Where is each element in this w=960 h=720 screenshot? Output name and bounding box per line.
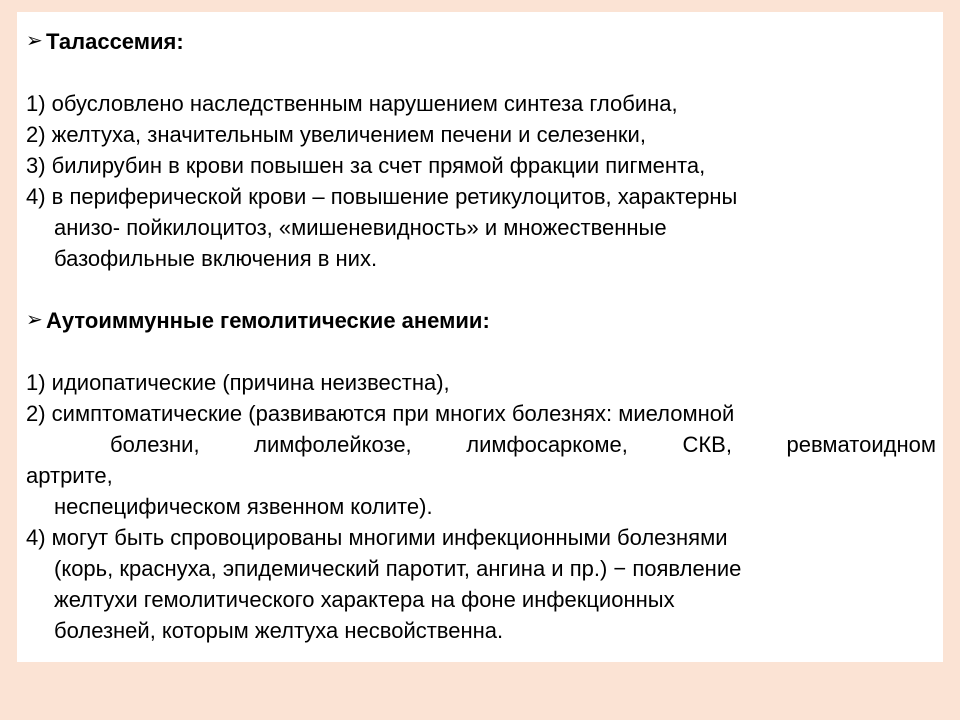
list-item: 1) обусловлено наследственным нарушением синтеза глобина, (26, 91, 678, 116)
slide-content (26, 26, 936, 646)
list-item-continuation: базофильные включения в них. (54, 246, 378, 271)
list-item: 3) билирубин в крови повышен за счет прямой фракции пигмента, (26, 153, 706, 178)
arrow-bullet-icon: ➢ (26, 30, 43, 52)
list-item: 2) желтуха, значительным увеличением печени и селезенки, (26, 122, 646, 147)
section-heading-thalassemia (26, 26, 936, 57)
list-item-continuation: анизо- пойкилоцитоз, «мишеневидность» и множественные (54, 215, 667, 240)
spacer (26, 336, 936, 367)
list-item-continuation: болезней, которым желтуха несвойственна. (54, 618, 504, 643)
list-item: 4) могут быть спровоцированы многими инфекционными болезнями (26, 525, 728, 550)
spacer (26, 57, 936, 88)
list-item-continuation-justified (26, 429, 936, 460)
word: лимфосаркоме, (466, 432, 628, 457)
word: лимфолейкозе, (254, 432, 412, 457)
spacer (26, 274, 936, 305)
list-item-continuation: неспецифическом язвенном колите). (54, 494, 433, 519)
word: СКВ, (682, 432, 732, 457)
section-heading-autoimmune (26, 305, 936, 336)
section-heading-text: Талассемия: (46, 29, 184, 54)
list-item-continuation: артрите, (26, 463, 113, 488)
word: болезни, (110, 432, 200, 457)
list-item: 1) идиопатические (причина неизвестна), (26, 370, 450, 395)
list-item: 2) симптоматические (развиваются при многих болезнях: миеломной (26, 401, 735, 426)
list-item-continuation: (корь, краснуха, эпидемический паротит, ангина и пр.) − появление (54, 556, 742, 581)
list-item-continuation: желтухи гемолитического характера на фоне инфекционных (54, 587, 675, 612)
arrow-bullet-icon: ➢ (26, 309, 43, 331)
slide-panel (17, 12, 943, 662)
section-heading-text: Аутоиммунные гемолитические анемии: (46, 308, 490, 333)
list-item: 4) в периферической крови – повышение ретикулоцитов, характерны (26, 184, 738, 209)
word: ревматоидном (786, 432, 936, 457)
